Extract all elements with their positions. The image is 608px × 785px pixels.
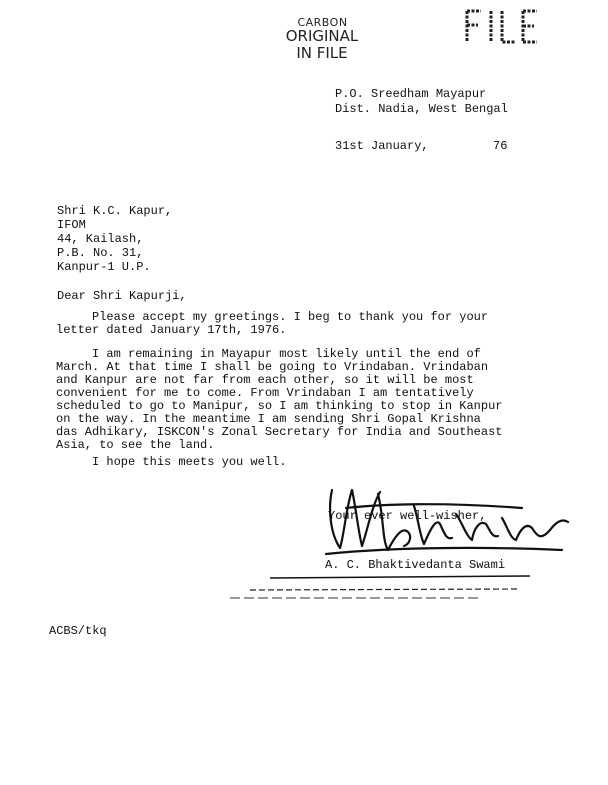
signer-name: A. C. Bhaktivedanta Swami — [325, 558, 506, 572]
recipient-line1: Shri K.C. Kapur, — [57, 204, 173, 218]
reference-initials: ACBS/tkq — [49, 624, 107, 638]
body-paragraph-3 — [56, 456, 286, 469]
recipient-line2: IFOM — [57, 218, 86, 232]
signature-underline — [230, 574, 540, 604]
body-line: and Kanpur are not far from each other, so it will be most — [56, 373, 474, 387]
original-stamp: ORIGINAL — [285, 27, 359, 45]
salutation: Dear Shri Kapurji, — [57, 289, 187, 303]
closing: Your ever well-wisher, — [328, 509, 487, 523]
body-line: I hope this meets you well. — [56, 455, 287, 469]
body-line: convenient for me to come. From Vrindaban I am tentatively — [56, 386, 474, 400]
sender-address-line1: P.O. Sreedham Mayapur — [335, 87, 487, 101]
in-file-stamp: IN FILE — [296, 44, 348, 62]
carbon-stamp: CARBON — [297, 16, 348, 29]
letter-date: 31st January, — [335, 139, 429, 153]
body-line: on the way. In the meantime I am sending Shri Gopal Krishna — [56, 412, 481, 426]
body-line: Please accept my greetings. I beg to thank you for your — [56, 310, 489, 324]
body-line: das Adhikary, ISKCON's Zonal Secretary for India and Southeast — [56, 425, 503, 439]
body-line: Asia, to see the land. — [56, 438, 215, 452]
handwritten-signature — [322, 478, 572, 560]
letter-year: 76 — [493, 139, 508, 153]
body-line: scheduled to go to Manipur, so I am thinking to stop in Kanpur — [56, 399, 503, 413]
body-line: March. At that time I shall be going to Vrindaban. Vrindaban — [56, 360, 489, 374]
sender-address-line2: Dist. Nadia, West Bengal — [335, 102, 508, 116]
body-paragraph-2 — [56, 348, 502, 452]
recipient-line5: Kanpur-1 U.P. — [57, 260, 151, 274]
body-line: letter dated January 17th, 1976. — [56, 323, 287, 337]
recipient-line4: P.B. No. 31, — [57, 246, 144, 260]
body-line: I am remaining in Mayapur most likely until the end of — [56, 347, 481, 361]
recipient-line3: 44, Kailash, — [57, 232, 144, 246]
body-paragraph-1 — [56, 311, 488, 337]
file-stamp-mark — [463, 6, 541, 46]
